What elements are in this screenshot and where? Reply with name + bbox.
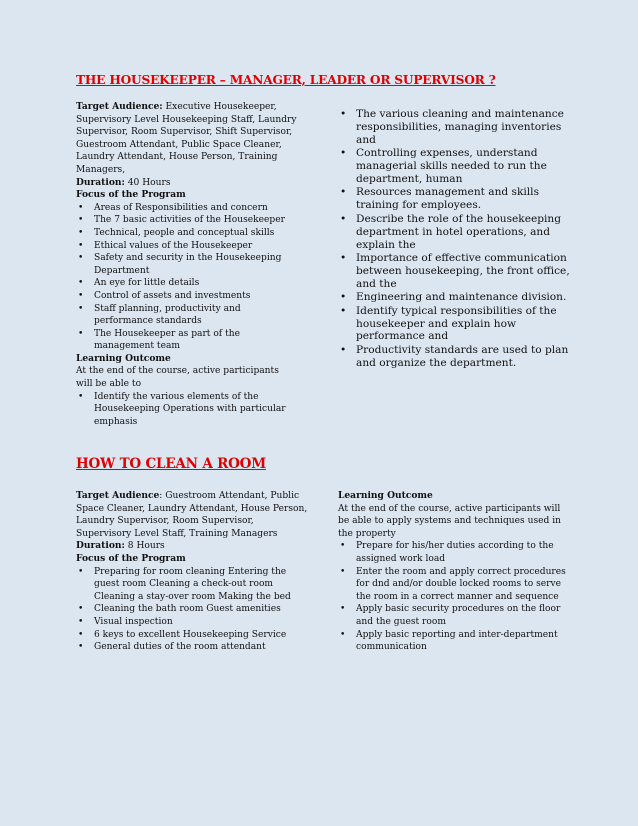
learning-outcome-heading: Learning Outcome: [76, 352, 171, 364]
list-item: • Visual inspection: [76, 616, 308, 629]
duration-value: 40 Hours: [124, 177, 171, 188]
section1-right-column: [338, 108, 570, 370]
list-item: • Cleaning the bath room Guest amenities: [76, 603, 308, 616]
list-item: • Apply basic reporting and inter-department communication: [338, 629, 570, 654]
list-item: • Describe the role of the housekeeping department in hotel operations, and explain the: [338, 213, 570, 252]
duration-label: Duration:: [76, 540, 125, 552]
list-item: • Productivity standards are used to plan and organize the department.: [338, 344, 570, 370]
target-audience-text: Executive Housekeeper, Supervisory Level Housekeeping Staff, Laundry Supervisor, Room Supervisor, Shift Supervisor, Guestroom Attendant, Public Space Cleaner, Laundry Attendant, House Person, Training Managers,: [76, 102, 297, 175]
section2-left-column: [76, 490, 308, 654]
list-item: • Importance of effective communication between housekeeping, the front office, and the: [338, 252, 570, 291]
duration-value: 8 Hours: [124, 541, 165, 552]
target-audience-label: Target Audience: [76, 490, 160, 501]
learning-outcome-text: At the end of the course, active participants will be able to apply systems and techniques used in the property: [338, 503, 561, 539]
list-item: • Control of assets and investments: [76, 290, 298, 303]
list-item: • Prepare for his/her duties according to the assigned work load: [338, 540, 570, 565]
list-item: • Resources management and skills training for employees.: [338, 186, 570, 212]
target-audience: [76, 490, 308, 540]
list-item: • Controlling expenses, understand managerial skills needed to run the department, human: [338, 147, 570, 186]
list-item: • Preparing for room cleaning Entering the guest room Cleaning a check-out room Cleaning a stay-over room Making the bed: [76, 566, 308, 604]
section2-right-column: [338, 490, 570, 654]
outcome-continued-list: [338, 108, 570, 370]
list-item: • Engineering and maintenance division.: [338, 291, 570, 304]
list-item: • Areas of Responsibilities and concern: [76, 202, 298, 215]
list-item: • Enter the room and apply correct procedures for dnd and/or double locked rooms to serve the room in a correct manner and sequence: [338, 566, 570, 604]
target-audience: [76, 101, 298, 177]
list-item: • General duties of the room attendant: [76, 641, 308, 654]
target-audience-label: Target Audience:: [76, 101, 163, 112]
list-item: • Apply basic security procedures on the floor and the guest room: [338, 603, 570, 628]
list-item: • Ethical values of the Housekeeper: [76, 240, 298, 253]
list-item: • Identify typical responsibilities of the housekeeper and explain how performance and: [338, 305, 570, 344]
focus-list: [76, 566, 308, 654]
outcome-list: [338, 540, 570, 653]
section-title-clean-room: HOW TO CLEAN A ROOM: [76, 456, 266, 472]
target-audience-text: : Guestroom Attendant, Public Space Cleaner, Laundry Attendant, House Person, Laundry Supervisor, Room Supervisor, Supervisory Level Staff, Training Managers: [76, 491, 308, 539]
list-item: • Identify the various elements of the Housekeeping Operations with particular emphasis: [76, 391, 298, 429]
list-item: • An eye for little details: [76, 277, 298, 290]
learning-outcome-heading: Learning Outcome: [338, 490, 433, 501]
focus-heading: Focus of the Program: [76, 189, 186, 201]
section-title-housekeeper: THE HOUSEKEEPER – MANAGER, LEADER OR SUPERVISOR ?: [76, 73, 496, 87]
list-item: • The 7 basic activities of the Housekeeper: [76, 214, 298, 227]
outcome-list: [76, 391, 298, 429]
focus-heading: Focus of the Program: [76, 552, 186, 564]
focus-list: [76, 202, 298, 353]
list-item: • Technical, people and conceptual skills: [76, 227, 298, 240]
list-item: • Safety and security in the Housekeeping Department: [76, 252, 298, 277]
section1-left-column: [76, 101, 298, 428]
list-item: • The Housekeeper as part of the management team: [76, 328, 298, 353]
list-item: • The various cleaning and maintenance responsibilities, managing inventories and: [338, 108, 570, 147]
list-item: • 6 keys to excellent Housekeeping Service: [76, 629, 308, 642]
learning-outcome-text: At the end of the course, active participants will be able to: [76, 366, 279, 390]
duration-label: Duration:: [76, 176, 125, 188]
duration: [76, 177, 298, 190]
duration: [76, 540, 308, 553]
list-item: • Staff planning, productivity and performance standards: [76, 303, 298, 328]
